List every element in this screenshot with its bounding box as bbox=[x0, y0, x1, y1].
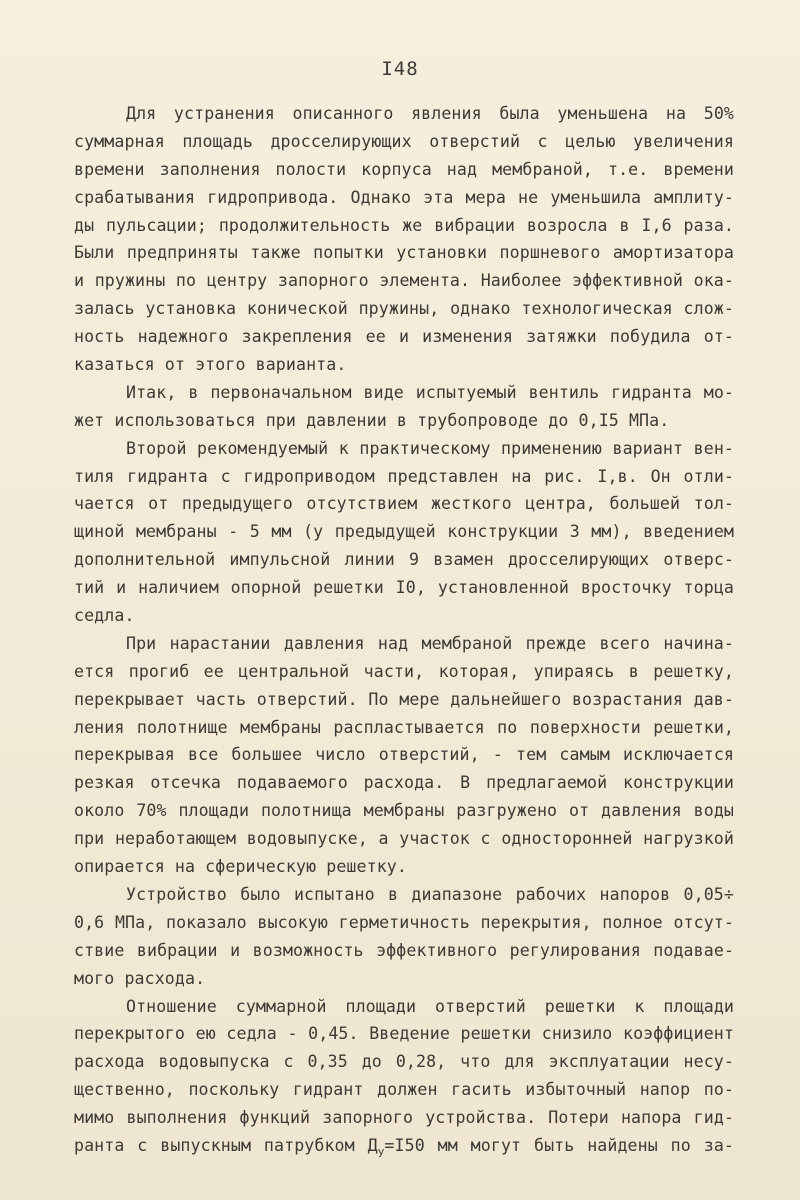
text-line: тиля гидранта с гидроприводом представлен на рис. I,в. Он отли- bbox=[74, 466, 734, 486]
text-line: перекрытого ею седла - 0,45. Введение решетки снизило коэффициент bbox=[74, 1024, 734, 1044]
text-line: седла. bbox=[74, 606, 135, 626]
text-fragment: ранта с выпускным патрубком Д bbox=[74, 1135, 378, 1155]
text-line: перекрывает часть отверстий. По мере дальнейшего возрастания дав- bbox=[74, 689, 734, 709]
text-line bbox=[74, 1132, 734, 1160]
text-line: около 70% площади полотнища мембраны разгружено от давления воды bbox=[74, 801, 734, 821]
text-line: времени заполнения полости корпуса над мембраной, т.е. времени bbox=[74, 159, 734, 179]
text-line: суммарная площадь дросселирующих отверстий с целью увеличения bbox=[74, 131, 734, 151]
text-line: жет использоваться при давлении в трубопроводе до 0,I5 МПа. bbox=[74, 410, 670, 430]
text-line: Устройство было испытано в диапазоне рабочих напоров 0,05÷ bbox=[126, 884, 734, 904]
text-line: Отношение суммарной площади отверстий решетки к площади bbox=[126, 996, 734, 1016]
text-line: Были предприняты также попытки установки поршневого амортизатора bbox=[74, 243, 734, 263]
text-line: Итак, в первоначальном виде испытуемый вентиль гидранта мо- bbox=[126, 382, 734, 402]
text-line: При нарастании давления над мембраной прежде всего начина- bbox=[126, 633, 734, 653]
text-line: перекрывая все большее число отверстий, - тем самым исключается bbox=[74, 745, 734, 765]
text-line: и пружины по центру запорного элемента. Наиболее эффективной ока- bbox=[74, 271, 734, 291]
text-line: при неработающем водовыпуске, а участок с односторонней нагрузкой bbox=[74, 829, 734, 849]
text-line: расхода водовыпуска с 0,35 до 0,28, что для эксплуатации несу- bbox=[74, 1052, 734, 1072]
text-line: залась установка конической пружины, однако технологическая слож- bbox=[74, 299, 734, 319]
text-line: 0,6 МПа, показало высокую герметичность перекрытия, полное отсут- bbox=[74, 912, 734, 932]
text-line: Для устранения описанного явления была уменьшена на 50% bbox=[126, 104, 734, 123]
text-line: ды пульсации; продолжительность же вибрации возросла в I,6 раза. bbox=[74, 215, 734, 235]
text-line: Второй рекомендуемый к практическому применению вариант вен- bbox=[126, 438, 734, 458]
text-line: ления полотнище мембраны распластывается по поверхности решетки, bbox=[74, 717, 734, 737]
text-line: щиной мембраны - 5 мм (у предыдущей конструкции 3 мм), введением bbox=[74, 522, 734, 542]
text-line: ется прогиб ее центральной части, которая, упираясь в решетку, bbox=[74, 661, 734, 681]
text-line: щественно, поскольку гидрант должен гасить избыточный напор по- bbox=[74, 1080, 734, 1100]
page-number: I48 bbox=[381, 58, 419, 80]
text-fragment: =I50 мм могут быть найдены по за- bbox=[384, 1135, 734, 1155]
text-line: казаться от этого варианта. bbox=[74, 355, 347, 375]
text-line: тий и наличием опорной решетки I0, установленной вросточку торца bbox=[74, 578, 734, 598]
text-line: дополнительной импульсной линии 9 взамен дросселирующих отверс- bbox=[74, 550, 734, 570]
text-line: опирается на сферическую решетку. bbox=[74, 857, 407, 877]
text-line: срабатывания гидропривода. Однако эта мера не уменьшила амплиту- bbox=[74, 187, 734, 207]
text-line: ность надежного закрепления ее и изменения затяжки побудила от- bbox=[74, 327, 734, 347]
text-line: чается от предыдущего отсутствием жесткого центра, большей тол- bbox=[74, 494, 734, 514]
text-line: мимо выполнения функций запорного устройства. Потери напора гид- bbox=[74, 1108, 734, 1128]
text-line: мого расхода. bbox=[74, 968, 206, 988]
subscript: у bbox=[377, 1144, 385, 1158]
text-line: резкая отсечка подаваемого расхода. В предлагаемой конструкции bbox=[74, 773, 734, 793]
body-text bbox=[74, 100, 734, 1160]
text-line: ствие вибрации и возможность эффективного регулирования подавае- bbox=[74, 940, 734, 960]
